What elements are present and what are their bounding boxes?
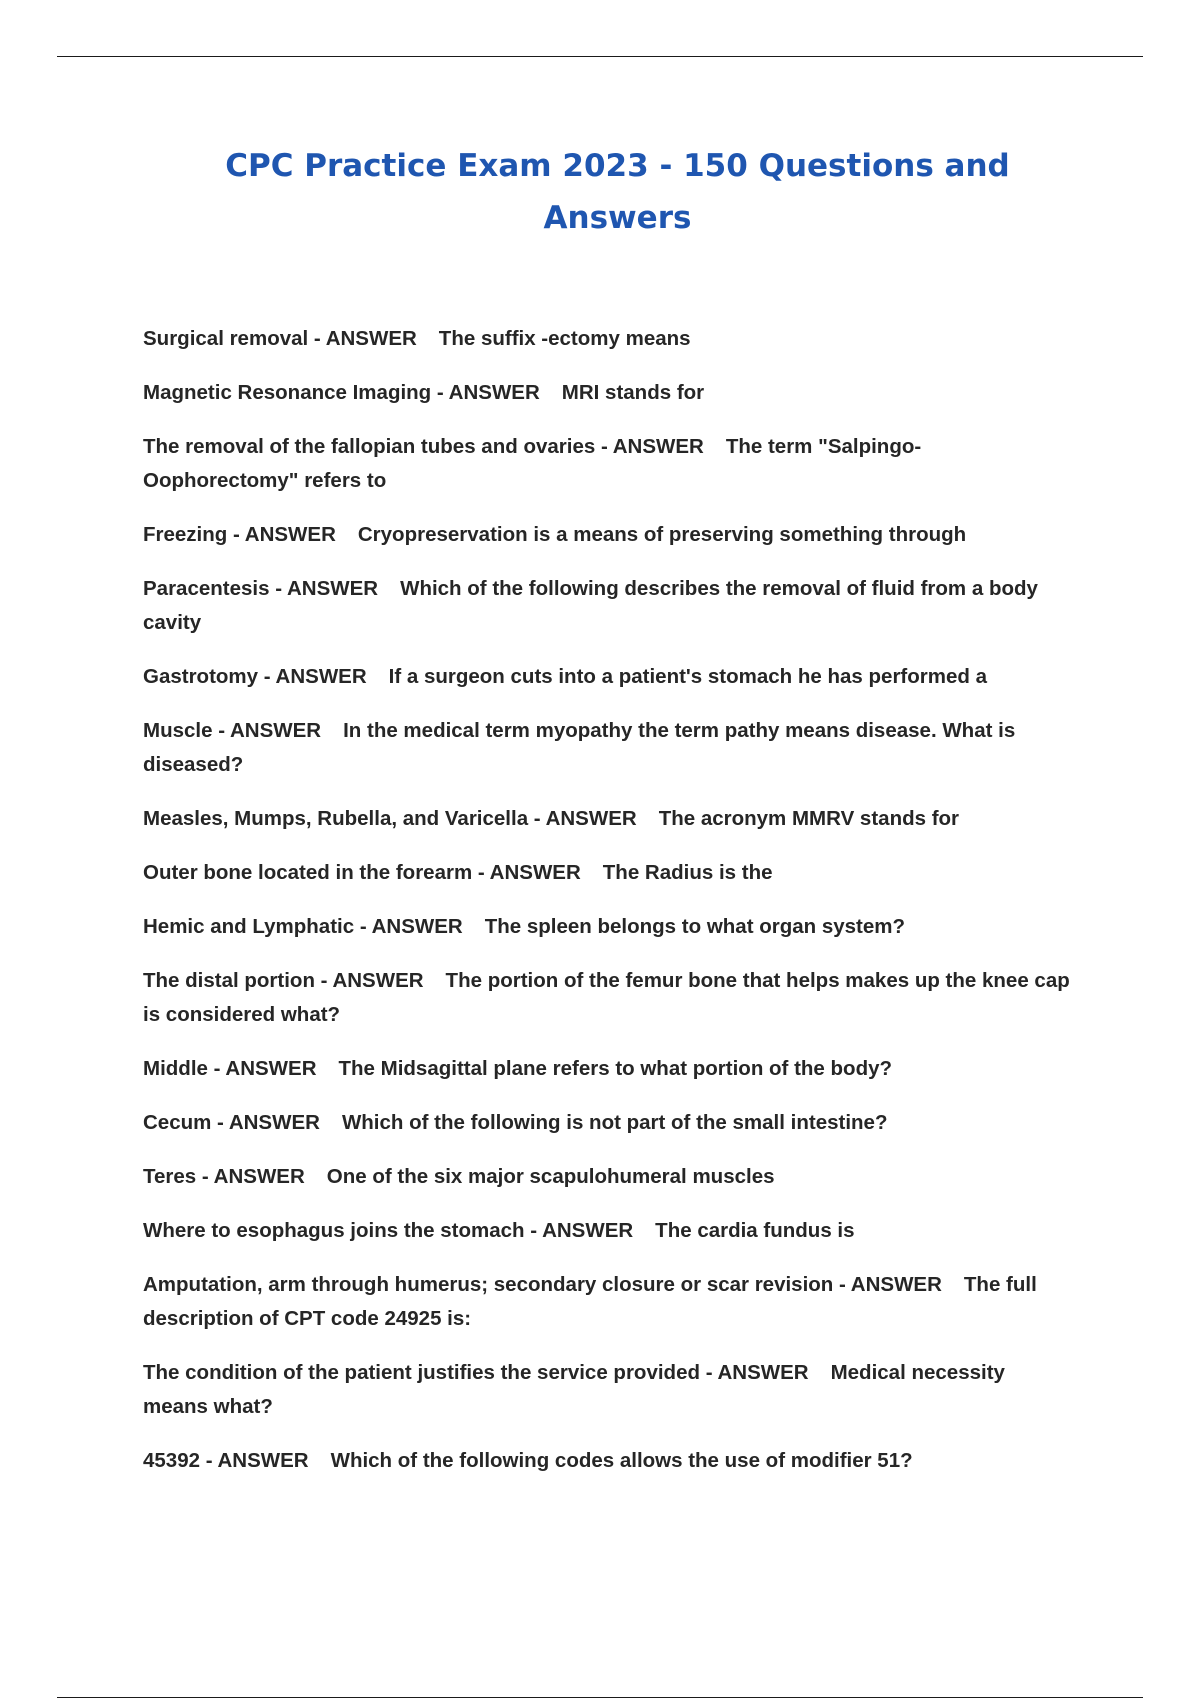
answer-text: Where to esophagus joins the stomach — [143, 1219, 525, 1242]
qa-item: Surgical removal - ANSWER The suffix -ectomy means — [143, 327, 691, 350]
qa-item: Middle - ANSWER The Midsagittal plane refers to what portion of the body? — [143, 1057, 893, 1080]
qa-item: Gastrotomy - ANSWER If a surgeon cuts into a patient's stomach he has performed a — [143, 665, 988, 688]
qa-item: Freezing - ANSWER Cryopreservation is a means of preserving something through — [143, 523, 967, 546]
question-text: The term "Salpingo-Oophorectomy" refers to — [143, 435, 922, 492]
footer-rule — [57, 1697, 1143, 1698]
answer-text: Measles, Mumps, Rubella, and Varicella — [143, 807, 529, 830]
answer-text: Gastrotomy — [143, 665, 259, 688]
answer-tag: ANSWER — [542, 1219, 634, 1242]
answer-text: Magnetic Resonance Imaging — [143, 381, 432, 404]
document-title: CPC Practice Exam 2023 - 150 Questions and Answers — [225, 148, 1010, 236]
answer-text: Paracentesis — [143, 577, 270, 600]
qa-item: Magnetic Resonance Imaging - ANSWER MRI stands for — [143, 381, 705, 404]
answer-tag: ANSWER — [229, 719, 322, 742]
question-text: Cryopreservation is a means of preserving something through — [357, 523, 967, 546]
answer-text: Surgical removal — [143, 327, 309, 350]
qa-item: Teres - ANSWER One of the six major scapulohumeral muscles — [143, 1165, 775, 1188]
question-text: Medical necessity means what? — [143, 1361, 1005, 1418]
answer-tag: ANSWER — [545, 807, 637, 830]
answer-tag: ANSWER — [228, 1111, 320, 1134]
qa-list — [143, 322, 1073, 1478]
answer-text: Cecum — [143, 1111, 212, 1134]
qa-item: Outer bone located in the forearm - ANSWER The Radius is the — [143, 861, 773, 884]
answer-tag: ANSWER — [448, 381, 540, 404]
answer-tag: ANSWER — [286, 577, 379, 600]
question-text: Which of the following is not part of the small intestine? — [341, 1111, 888, 1134]
answer-tag: ANSWER — [213, 1165, 305, 1188]
answer-text: Amputation, arm through humerus; secondary closure or scar revision — [143, 1273, 834, 1296]
answer-text: 45392 — [143, 1449, 201, 1472]
answer-tag: ANSWER — [275, 665, 367, 688]
answer-tag: ANSWER — [612, 435, 704, 458]
question-text: MRI stands for — [561, 381, 705, 404]
qa-item: Hemic and Lymphatic - ANSWER The spleen belongs to what organ system? — [143, 915, 906, 938]
qa-item: Measles, Mumps, Rubella, and Varicella - ANSWER The acronym MMRV stands for — [143, 807, 960, 830]
qa-item: The removal of the fallopian tubes and ovaries - ANSWER The term "Salpingo-Oophorectomy" refers to — [143, 435, 922, 492]
question-text: In the medical term myopathy the term pathy means disease. What is diseased? — [143, 719, 1016, 776]
answer-tag: ANSWER — [217, 1449, 309, 1472]
question-text: If a surgeon cuts into a patient's stomach he has performed a — [388, 665, 988, 688]
answer-tag: ANSWER — [225, 1057, 317, 1080]
answer-text: Muscle — [143, 719, 213, 742]
question-text: The spleen belongs to what organ system? — [484, 915, 906, 938]
qa-item: 45392 - ANSWER Which of the following codes allows the use of modifier 51? — [143, 1449, 913, 1472]
answer-text: Teres — [143, 1165, 197, 1188]
answer-text: The removal of the fallopian tubes and ovaries — [143, 435, 596, 458]
question-text: The full description of CPT code 24925 is: — [143, 1273, 1037, 1330]
answer-tag: ANSWER — [371, 915, 463, 938]
question-text: Which of the following codes allows the use of modifier 51? — [330, 1449, 913, 1472]
qa-item: The condition of the patient justifies the service provided - ANSWER Medical necessity means what? — [143, 1361, 1005, 1418]
answer-text: Freezing — [143, 523, 228, 546]
qa-item: Paracentesis - ANSWER Which of the following describes the removal of fluid from a body cavity — [143, 577, 1038, 634]
qa-item: Muscle - ANSWER In the medical term myopathy the term pathy means disease. What is diseased? — [143, 719, 1016, 776]
answer-text: The distal portion — [143, 969, 315, 992]
question-text: Which of the following describes the removal of fluid from a body cavity — [143, 577, 1038, 634]
question-text: The Midsagittal plane refers to what portion of the body? — [338, 1057, 893, 1080]
qa-item: Amputation, arm through humerus; secondary closure or scar revision - ANSWER The full description of CPT code 24925 is: — [143, 1273, 1037, 1330]
answer-tag: ANSWER — [850, 1273, 942, 1296]
question-text: The acronym MMRV stands for — [658, 807, 960, 830]
answer-tag: ANSWER — [244, 523, 336, 546]
answer-tag: ANSWER — [489, 861, 581, 884]
qa-item: Cecum - ANSWER Which of the following is not part of the small intestine? — [143, 1111, 888, 1134]
answer-text: Outer bone located in the forearm — [143, 861, 473, 884]
question-text: The Radius is the — [602, 861, 773, 884]
answer-text: Hemic and Lymphatic — [143, 915, 355, 938]
question-text: The suffix -ectomy means — [438, 327, 691, 350]
answer-tag: ANSWER — [332, 969, 424, 992]
answer-text: Middle — [143, 1057, 208, 1080]
qa-item: The distal portion - ANSWER The portion of the femur bone that helps makes up the knee cap is considered what? — [143, 969, 1070, 1026]
question-text: The portion of the femur bone that helps makes up the knee cap is considered what? — [143, 969, 1070, 1026]
answer-tag: ANSWER — [325, 327, 417, 350]
answer-tag: ANSWER — [717, 1361, 809, 1384]
answer-text: The condition of the patient justifies the service provided — [143, 1361, 700, 1384]
question-text: One of the six major scapulohumeral muscles — [326, 1165, 775, 1188]
header-rule — [57, 56, 1143, 57]
question-text: The cardia fundus is — [655, 1219, 855, 1242]
qa-item: Where to esophagus joins the stomach - ANSWER The cardia fundus is — [143, 1219, 855, 1242]
